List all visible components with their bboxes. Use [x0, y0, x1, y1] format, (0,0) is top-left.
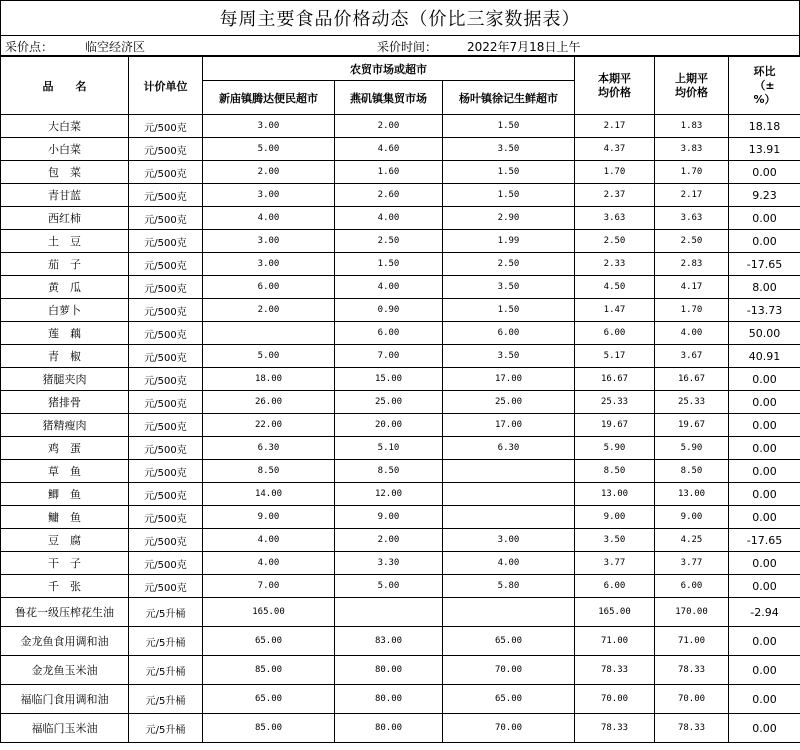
row-market-3-price: 17.00	[443, 368, 575, 391]
row-market-1-price: 4.00	[203, 529, 335, 552]
row-market-3-price: 65.00	[443, 627, 575, 656]
row-name: 草 鱼	[1, 460, 129, 483]
row-market-2-price: 6.00	[335, 322, 443, 345]
sheet-title: 每周主要食品价格动态（价比三家数据表）	[0, 0, 800, 36]
table-row	[1, 414, 800, 437]
row-market-3-price: 1.50	[443, 115, 575, 138]
row-unit: 元/5升桶	[129, 627, 203, 656]
row-change: 9.23	[729, 184, 800, 207]
header-markets-group: 农贸市场或超市	[203, 57, 575, 81]
row-name: 包 菜	[1, 161, 129, 184]
table-row	[1, 656, 800, 685]
row-market-2-price: 2.00	[335, 115, 443, 138]
row-market-1-price: 85.00	[203, 656, 335, 685]
row-market-3-price: 5.80	[443, 575, 575, 598]
table-row	[1, 345, 800, 368]
table-row	[1, 207, 800, 230]
row-market-2-price: 1.50	[335, 253, 443, 276]
row-name: 福临门食用调和油	[1, 685, 129, 714]
table-row	[1, 627, 800, 656]
row-change: 0.00	[729, 656, 800, 685]
time-label: 采价时间：	[377, 40, 438, 54]
row-last-avg: 2.17	[655, 184, 729, 207]
row-last-avg: 5.90	[655, 437, 729, 460]
time-value: 2022年7月18日上午	[467, 40, 581, 54]
row-unit: 元/5升桶	[129, 685, 203, 714]
row-current-avg: 71.00	[575, 627, 655, 656]
row-current-avg: 13.00	[575, 483, 655, 506]
row-market-2-price: 9.00	[335, 506, 443, 529]
row-market-3-price: 2.90	[443, 207, 575, 230]
row-market-3-price	[443, 483, 575, 506]
row-name: 猪排骨	[1, 391, 129, 414]
row-current-avg: 6.00	[575, 322, 655, 345]
row-market-2-price: 0.90	[335, 299, 443, 322]
table-row	[1, 253, 800, 276]
row-unit: 元/500克	[129, 115, 203, 138]
row-name: 鲫 鱼	[1, 483, 129, 506]
table-row	[1, 115, 800, 138]
row-unit: 元/500克	[129, 437, 203, 460]
row-market-3-price: 3.50	[443, 276, 575, 299]
row-name: 大白菜	[1, 115, 129, 138]
row-last-avg: 13.00	[655, 483, 729, 506]
location-label: 采价点：	[5, 40, 54, 54]
row-market-3-price: 1.50	[443, 299, 575, 322]
row-last-avg: 1.70	[655, 161, 729, 184]
header-change: 环比（±%）	[729, 57, 800, 115]
row-name: 猪精瘦肉	[1, 414, 129, 437]
row-name: 小白菜	[1, 138, 129, 161]
row-market-1-price	[203, 322, 335, 345]
row-market-2-price: 25.00	[335, 391, 443, 414]
row-current-avg: 5.90	[575, 437, 655, 460]
row-last-avg: 19.67	[655, 414, 729, 437]
table-row	[1, 184, 800, 207]
row-market-3-price	[443, 506, 575, 529]
row-last-avg: 70.00	[655, 685, 729, 714]
row-unit: 元/500克	[129, 184, 203, 207]
row-market-1-price: 8.50	[203, 460, 335, 483]
row-unit: 元/500克	[129, 368, 203, 391]
row-name: 鲁花一级压榨花生油	[1, 598, 129, 627]
header-market-3: 杨叶镇徐记生鲜超市	[443, 81, 575, 115]
row-market-2-price: 7.00	[335, 345, 443, 368]
row-change: 13.91	[729, 138, 800, 161]
row-market-2-price: 1.60	[335, 161, 443, 184]
row-market-2-price: 12.00	[335, 483, 443, 506]
row-change: -17.65	[729, 529, 800, 552]
table-row	[1, 506, 800, 529]
row-market-3-price: 70.00	[443, 656, 575, 685]
row-market-3-price: 2.50	[443, 253, 575, 276]
row-current-avg: 2.33	[575, 253, 655, 276]
row-change: 18.18	[729, 115, 800, 138]
row-name: 福临门玉米油	[1, 714, 129, 743]
row-change: 8.00	[729, 276, 800, 299]
row-market-1-price: 85.00	[203, 714, 335, 743]
row-current-avg: 78.33	[575, 656, 655, 685]
row-unit: 元/500克	[129, 299, 203, 322]
row-market-2-price: 5.00	[335, 575, 443, 598]
header-current-avg: 本期平均价格	[575, 57, 655, 115]
header-unit: 计价单位	[129, 57, 203, 115]
row-last-avg: 8.50	[655, 460, 729, 483]
row-last-avg: 6.00	[655, 575, 729, 598]
row-market-2-price: 80.00	[335, 714, 443, 743]
row-change: 0.00	[729, 483, 800, 506]
row-unit: 元/500克	[129, 345, 203, 368]
row-change: 50.00	[729, 322, 800, 345]
row-last-avg: 4.17	[655, 276, 729, 299]
row-market-2-price: 2.50	[335, 230, 443, 253]
row-unit: 元/500克	[129, 161, 203, 184]
row-market-1-price: 65.00	[203, 627, 335, 656]
row-unit: 元/5升桶	[129, 714, 203, 743]
row-current-avg: 4.37	[575, 138, 655, 161]
row-market-1-price: 18.00	[203, 368, 335, 391]
row-market-2-price: 20.00	[335, 414, 443, 437]
row-current-avg: 3.63	[575, 207, 655, 230]
row-market-1-price: 7.00	[203, 575, 335, 598]
row-market-1-price: 3.00	[203, 230, 335, 253]
row-unit: 元/500克	[129, 506, 203, 529]
row-market-2-price: 8.50	[335, 460, 443, 483]
row-last-avg: 2.50	[655, 230, 729, 253]
row-market-1-price: 6.30	[203, 437, 335, 460]
row-change: 0.00	[729, 627, 800, 656]
header-name: 品 名	[1, 57, 129, 115]
row-current-avg: 78.33	[575, 714, 655, 743]
row-market-2-price: 4.00	[335, 276, 443, 299]
table-row	[1, 529, 800, 552]
row-last-avg: 3.67	[655, 345, 729, 368]
row-name: 茄 子	[1, 253, 129, 276]
row-current-avg: 1.47	[575, 299, 655, 322]
row-unit: 元/500克	[129, 414, 203, 437]
row-market-3-price	[443, 598, 575, 627]
row-unit: 元/500克	[129, 230, 203, 253]
row-name: 白萝卜	[1, 299, 129, 322]
row-market-3-price: 3.50	[443, 345, 575, 368]
table-row	[1, 368, 800, 391]
row-change: -17.65	[729, 253, 800, 276]
table-row	[1, 552, 800, 575]
row-change: 0.00	[729, 575, 800, 598]
row-current-avg: 19.67	[575, 414, 655, 437]
row-name: 千 张	[1, 575, 129, 598]
row-current-avg: 165.00	[575, 598, 655, 627]
row-market-3-price: 25.00	[443, 391, 575, 414]
table-row	[1, 598, 800, 627]
row-name: 青 椒	[1, 345, 129, 368]
row-market-2-price: 80.00	[335, 685, 443, 714]
table-row	[1, 575, 800, 598]
row-name: 土 豆	[1, 230, 129, 253]
row-current-avg: 2.50	[575, 230, 655, 253]
row-name: 豆 腐	[1, 529, 129, 552]
row-change: 0.00	[729, 207, 800, 230]
row-unit: 元/500克	[129, 322, 203, 345]
row-name: 金龙鱼食用调和油	[1, 627, 129, 656]
row-unit: 元/500克	[129, 138, 203, 161]
row-market-2-price: 4.60	[335, 138, 443, 161]
row-change: 0.00	[729, 391, 800, 414]
row-current-avg: 1.70	[575, 161, 655, 184]
row-last-avg: 16.67	[655, 368, 729, 391]
row-market-1-price: 22.00	[203, 414, 335, 437]
row-last-avg: 4.00	[655, 322, 729, 345]
row-market-1-price: 3.00	[203, 115, 335, 138]
row-current-avg: 3.50	[575, 529, 655, 552]
table-row	[1, 230, 800, 253]
row-market-1-price: 5.00	[203, 138, 335, 161]
row-unit: 元/500克	[129, 483, 203, 506]
row-last-avg: 1.83	[655, 115, 729, 138]
row-current-avg: 5.17	[575, 345, 655, 368]
row-market-1-price: 6.00	[203, 276, 335, 299]
row-current-avg: 70.00	[575, 685, 655, 714]
row-current-avg: 6.00	[575, 575, 655, 598]
row-market-1-price: 3.00	[203, 184, 335, 207]
row-last-avg: 1.70	[655, 299, 729, 322]
row-current-avg: 2.17	[575, 115, 655, 138]
row-unit: 元/5升桶	[129, 656, 203, 685]
row-last-avg: 78.33	[655, 714, 729, 743]
row-last-avg: 9.00	[655, 506, 729, 529]
row-change: 0.00	[729, 437, 800, 460]
row-market-2-price: 15.00	[335, 368, 443, 391]
row-unit: 元/500克	[129, 552, 203, 575]
row-current-avg: 9.00	[575, 506, 655, 529]
row-unit: 元/500克	[129, 207, 203, 230]
row-market-3-price: 1.50	[443, 161, 575, 184]
table-row	[1, 483, 800, 506]
row-unit: 元/5升桶	[129, 598, 203, 627]
row-market-2-price: 2.60	[335, 184, 443, 207]
row-market-1-price: 4.00	[203, 552, 335, 575]
row-change: -2.94	[729, 598, 800, 627]
row-unit: 元/500克	[129, 529, 203, 552]
table-row	[1, 161, 800, 184]
row-last-avg: 3.83	[655, 138, 729, 161]
row-market-2-price: 4.00	[335, 207, 443, 230]
row-name: 鸡 蛋	[1, 437, 129, 460]
row-change: 0.00	[729, 552, 800, 575]
row-market-2-price: 2.00	[335, 529, 443, 552]
row-market-1-price: 26.00	[203, 391, 335, 414]
price-rows	[1, 115, 800, 743]
row-last-avg: 71.00	[655, 627, 729, 656]
row-change: 0.00	[729, 460, 800, 483]
row-last-avg: 2.83	[655, 253, 729, 276]
row-current-avg: 2.37	[575, 184, 655, 207]
row-unit: 元/500克	[129, 460, 203, 483]
row-change: 0.00	[729, 368, 800, 391]
row-market-3-price: 17.00	[443, 414, 575, 437]
row-unit: 元/500克	[129, 391, 203, 414]
row-name: 金龙鱼玉米油	[1, 656, 129, 685]
row-market-3-price: 6.00	[443, 322, 575, 345]
row-market-3-price: 70.00	[443, 714, 575, 743]
row-market-1-price: 65.00	[203, 685, 335, 714]
row-market-2-price	[335, 598, 443, 627]
row-current-avg: 3.77	[575, 552, 655, 575]
row-market-1-price: 165.00	[203, 598, 335, 627]
row-change: 0.00	[729, 714, 800, 743]
row-change: 0.00	[729, 506, 800, 529]
header-last-avg: 上期平均价格	[655, 57, 729, 115]
row-unit: 元/500克	[129, 276, 203, 299]
row-market-3-price: 1.50	[443, 184, 575, 207]
row-market-1-price: 14.00	[203, 483, 335, 506]
table-row	[1, 138, 800, 161]
row-market-3-price: 6.30	[443, 437, 575, 460]
table-row	[1, 714, 800, 743]
header-market-1: 新庙镇腾达便民超市	[203, 81, 335, 115]
row-name: 青甘蓝	[1, 184, 129, 207]
location-value: 临空经济区	[85, 40, 146, 54]
table-row	[1, 437, 800, 460]
row-market-1-price: 2.00	[203, 161, 335, 184]
row-market-2-price: 80.00	[335, 656, 443, 685]
row-change: -13.73	[729, 299, 800, 322]
row-last-avg: 78.33	[655, 656, 729, 685]
row-market-3-price	[443, 460, 575, 483]
table-row	[1, 460, 800, 483]
header-market-2: 燕矶镇集贸市场	[335, 81, 443, 115]
row-unit: 元/500克	[129, 253, 203, 276]
row-current-avg: 4.50	[575, 276, 655, 299]
row-change: 0.00	[729, 161, 800, 184]
row-market-2-price: 5.10	[335, 437, 443, 460]
row-unit: 元/500克	[129, 575, 203, 598]
row-market-2-price: 3.30	[335, 552, 443, 575]
row-market-1-price: 3.00	[203, 253, 335, 276]
row-name: 黄 瓜	[1, 276, 129, 299]
table-row	[1, 299, 800, 322]
price-table	[0, 56, 800, 743]
row-market-1-price: 4.00	[203, 207, 335, 230]
table-row	[1, 685, 800, 714]
row-market-2-price: 83.00	[335, 627, 443, 656]
row-market-3-price: 1.99	[443, 230, 575, 253]
row-change: 40.91	[729, 345, 800, 368]
row-market-3-price: 3.50	[443, 138, 575, 161]
row-current-avg: 16.67	[575, 368, 655, 391]
row-name: 莲 藕	[1, 322, 129, 345]
row-change: 0.00	[729, 230, 800, 253]
row-market-1-price: 2.00	[203, 299, 335, 322]
row-market-1-price: 9.00	[203, 506, 335, 529]
row-market-3-price: 65.00	[443, 685, 575, 714]
row-current-avg: 25.33	[575, 391, 655, 414]
row-market-3-price: 3.00	[443, 529, 575, 552]
row-name: 猪腿夹肉	[1, 368, 129, 391]
row-last-avg: 3.77	[655, 552, 729, 575]
row-name: 干 子	[1, 552, 129, 575]
row-name: 鳙 鱼	[1, 506, 129, 529]
row-last-avg: 170.00	[655, 598, 729, 627]
row-change: 0.00	[729, 414, 800, 437]
row-name: 西红柿	[1, 207, 129, 230]
row-market-3-price: 4.00	[443, 552, 575, 575]
table-row	[1, 322, 800, 345]
row-last-avg: 4.25	[655, 529, 729, 552]
row-change: 0.00	[729, 685, 800, 714]
row-last-avg: 3.63	[655, 207, 729, 230]
meta-row	[0, 36, 800, 56]
row-market-1-price: 5.00	[203, 345, 335, 368]
table-row	[1, 391, 800, 414]
table-row	[1, 276, 800, 299]
row-current-avg: 8.50	[575, 460, 655, 483]
row-last-avg: 25.33	[655, 391, 729, 414]
